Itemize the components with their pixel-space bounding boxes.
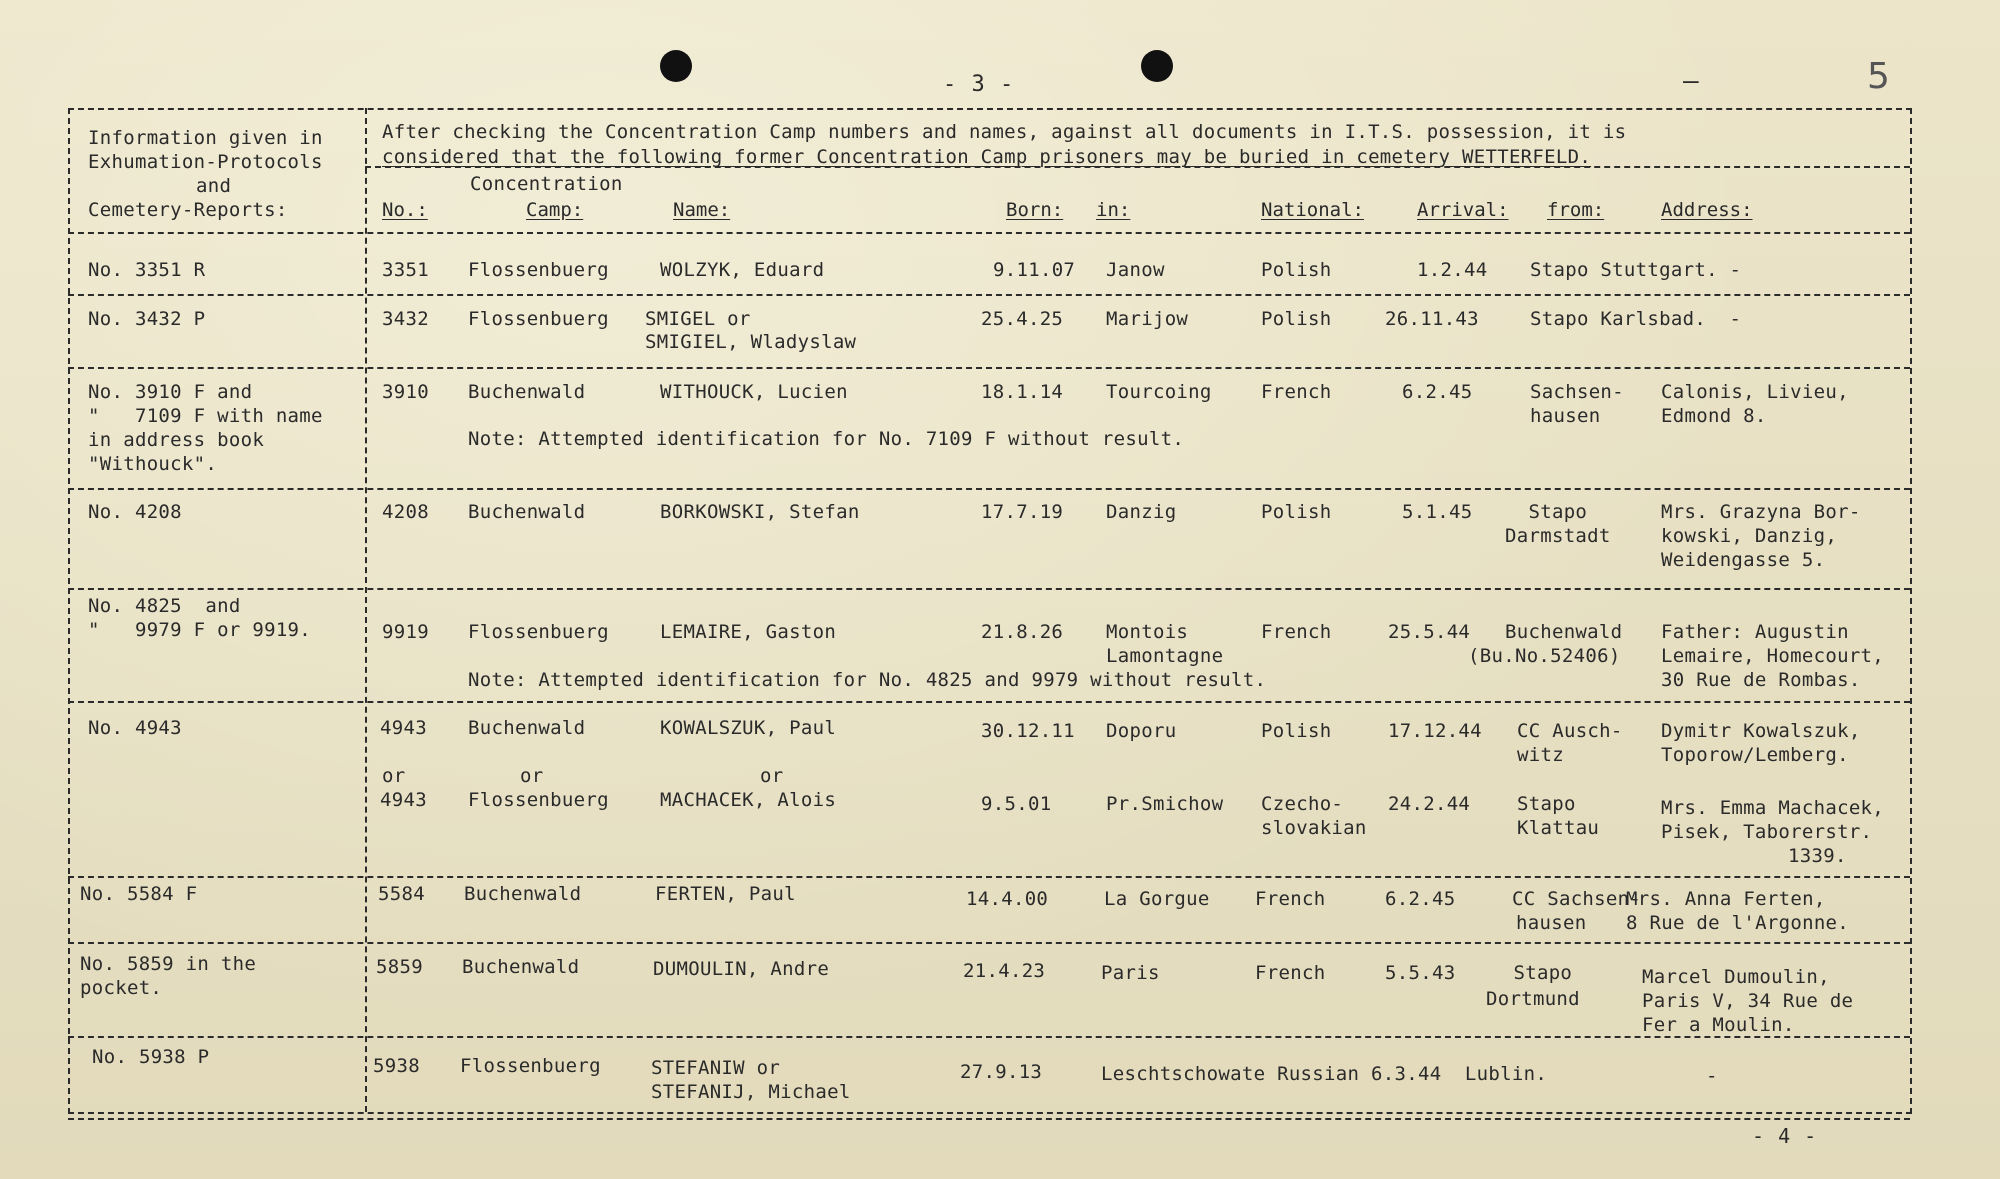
born-cell: 30.12.11: [981, 720, 1075, 742]
national-cell: Polish: [1261, 720, 1332, 742]
in-cell: Paris: [1101, 962, 1160, 984]
note-text: Note: Attempted identification for No. 7109 F without result.: [468, 428, 1185, 450]
arrival-cell: 17.12.44: [1388, 720, 1482, 742]
from-cell: Stapo Stuttgart. -: [1530, 259, 1742, 281]
row-rule: [68, 488, 1910, 490]
column-header-arrival: Arrival:: [1417, 199, 1509, 221]
in-cell: Pr.Smichow: [1106, 793, 1224, 815]
page-number-footer: - 4 -: [1752, 1124, 1818, 1148]
in-cell: Doporu: [1106, 720, 1177, 742]
arrival-cell: 25.5.44: [1388, 621, 1471, 643]
in-cell: La Gorgue: [1104, 888, 1210, 910]
name-cell: BORKOWSKI, Stefan: [660, 501, 860, 523]
arrival-cell: 5.5.43: [1385, 962, 1456, 984]
national-cell: Czecho-: [1261, 793, 1344, 815]
national-cell: French: [1255, 888, 1326, 910]
address-cell: Lemaire, Homecourt,: [1661, 645, 1885, 667]
from-cell: Klattau: [1517, 817, 1600, 839]
info-cell: No. 3432 P: [88, 308, 206, 330]
name-cell: WITHOUCK, Lucien: [660, 381, 848, 403]
info-cell: "Withouck".: [88, 453, 218, 475]
column-header-in: in:: [1096, 199, 1131, 221]
name-cell: MACHACEK, Alois: [660, 789, 837, 811]
column-header-address: Address:: [1661, 199, 1753, 221]
name-cell: WOLZYK, Eduard: [660, 259, 825, 281]
left-heading-line: Information given in: [88, 127, 323, 149]
info-cell: No. 4208: [88, 501, 182, 523]
punch-hole-right-icon: [1141, 50, 1173, 82]
arrival-cell: 6.2.45: [1385, 888, 1456, 910]
address-cell: kowski, Danzig,: [1661, 525, 1838, 547]
name-cell: SMIGIEL, Wladyslaw: [645, 331, 857, 353]
arrival-cell: 5.1.45: [1402, 501, 1473, 523]
info-cell: in address book: [88, 429, 265, 451]
in-cell: Montois: [1106, 621, 1189, 643]
name-cell: STEFANIW or: [651, 1057, 781, 1079]
no-cell: 3351: [382, 259, 429, 281]
address-cell: 30 Rue de Rombas.: [1661, 669, 1861, 691]
address-cell: Calonis, Livieu,: [1661, 381, 1849, 403]
in-line: Leschtschowate Russian 6.3.44 Lublin.: [1101, 1063, 1548, 1085]
from-cell: Darmstadt: [1505, 525, 1611, 547]
row-rule: [68, 588, 1910, 590]
or-text: or: [760, 765, 784, 787]
camp-cell: Buchenwald: [468, 381, 586, 403]
camp-cell: Flossenbuerg: [468, 789, 609, 811]
no-cell: 4943: [380, 789, 427, 811]
address-cell: Toporow/Lemberg.: [1661, 744, 1849, 766]
arrival-cell: 24.2.44: [1388, 793, 1471, 815]
info-cell: No. 4825 and: [88, 595, 241, 617]
national-cell: French: [1255, 962, 1326, 984]
intro-line: After checking the Concentration Camp numbers and names, against all documents in I.T.S. possession, it is: [382, 121, 1627, 143]
national-cell: Polish: [1261, 501, 1332, 523]
address-cell: Dymitr Kowalszuk,: [1661, 720, 1861, 742]
born-cell: 14.4.00: [966, 888, 1049, 910]
info-cell: No. 3910 F and: [88, 381, 253, 403]
column-divider: [365, 108, 367, 1112]
info-cell: pocket.: [80, 977, 163, 999]
row-rule: [68, 1036, 1910, 1038]
info-cell: No. 3351 R: [88, 259, 206, 281]
column-header-born: Born:: [1006, 199, 1064, 221]
row-rule: [68, 367, 1910, 369]
info-cell: No. 4943: [88, 717, 182, 739]
double-bottom-rule: [68, 1118, 1910, 1120]
national-cell: Polish: [1261, 259, 1332, 281]
or-text: or: [520, 765, 544, 787]
from-cell: (Bu.No.52406): [1468, 645, 1621, 667]
born-cell: 18.1.14: [981, 381, 1064, 403]
born-cell: 21.4.23: [963, 960, 1046, 982]
born-cell: 21.8.26: [981, 621, 1064, 643]
column-header-no: No.:: [382, 199, 428, 221]
name-cell: LEMAIRE, Gaston: [660, 621, 837, 643]
header-rule: [68, 232, 1910, 234]
from-cell: witz: [1517, 744, 1564, 766]
from-cell: Stapo: [1490, 962, 1573, 984]
arrival-cell: 26.11.43: [1385, 308, 1479, 330]
address-cell: Marcel Dumoulin,: [1642, 966, 1830, 988]
info-cell: No. 5584 F: [80, 883, 198, 905]
arrival-cell: 1.2.44: [1417, 259, 1488, 281]
from-cell: CC Sachsen-: [1512, 888, 1642, 910]
intro-line: considered that the following former Concentration Camp prisoners may be buried in cemetery WETTERFELD.: [382, 146, 1592, 168]
info-cell: " 9979 F or 9919.: [88, 619, 312, 641]
column-header-name: Name:: [673, 199, 731, 221]
from-cell: Buchenwald: [1505, 621, 1623, 643]
camp-cell: Flossenbuerg: [468, 308, 609, 330]
no-cell: 5859: [376, 956, 423, 978]
no-cell: 5938: [373, 1055, 420, 1077]
no-cell: 4943: [380, 717, 427, 739]
address-cell: Paris V, 34 Rue de: [1642, 990, 1854, 1012]
from-cell: Stapo Karlsbad. -: [1530, 308, 1742, 330]
row-rule: [68, 876, 1910, 878]
column-header-camp-top: Concentration: [470, 173, 623, 195]
from-cell: Stapo: [1505, 501, 1588, 523]
from-cell: Sachsen-: [1530, 381, 1624, 403]
camp-cell: Flossenbuerg: [460, 1055, 601, 1077]
or-text: or: [382, 765, 406, 787]
name-cell: FERTEN, Paul: [655, 883, 796, 905]
address-cell: Mrs. Anna Ferten,: [1626, 888, 1826, 910]
address-cell: Weidengasse 5.: [1661, 549, 1826, 571]
from-cell: Dortmund: [1486, 988, 1580, 1010]
column-header-camp: Camp:: [526, 199, 584, 221]
row-rule: [68, 701, 1910, 703]
corner-dash: –: [1683, 66, 1700, 96]
left-heading-line: Exhumation-Protocols: [88, 151, 323, 173]
in-cell: Janow: [1106, 259, 1165, 281]
info-cell: No. 5938 P: [92, 1046, 210, 1068]
national-cell: Polish: [1261, 308, 1332, 330]
camp-cell: Buchenwald: [464, 883, 582, 905]
page-number-center: - 3 -: [943, 72, 1015, 97]
no-cell: 3910: [382, 381, 429, 403]
address-cell: Fer a Moulin.: [1642, 1014, 1795, 1036]
no-cell: 3432: [382, 308, 429, 330]
in-cell: Tourcoing: [1106, 381, 1212, 403]
camp-cell: Buchenwald: [468, 501, 586, 523]
address-cell: -: [1706, 1065, 1718, 1087]
in-cell: Danzig: [1106, 501, 1177, 523]
address-cell: Mrs. Grazyna Bor-: [1661, 501, 1861, 523]
camp-cell: Flossenbuerg: [468, 621, 609, 643]
column-header-national: National:: [1261, 199, 1364, 221]
column-header-from: from:: [1547, 199, 1605, 221]
info-cell: " 7109 F with name: [88, 405, 323, 427]
info-cell: No. 5859 in the: [80, 953, 257, 975]
born-cell: 25.4.25: [981, 308, 1064, 330]
born-cell: 17.7.19: [981, 501, 1064, 523]
from-cell: hausen: [1530, 405, 1601, 427]
camp-cell: Buchenwald: [462, 956, 580, 978]
from-cell: CC Ausch-: [1517, 720, 1623, 742]
punch-hole-left-icon: [660, 50, 692, 82]
address-cell: 8 Rue de l'Argonne.: [1626, 912, 1850, 934]
from-cell: Stapo: [1517, 793, 1576, 815]
name-cell: DUMOULIN, Andre: [653, 958, 830, 980]
name-cell: STEFANIJ, Michael: [651, 1081, 851, 1103]
address-cell: 1339.: [1788, 845, 1847, 867]
name-cell: KOWALSZUK, Paul: [660, 717, 837, 739]
no-cell: 4208: [382, 501, 429, 523]
row-rule: [68, 942, 1910, 944]
camp-cell: Buchenwald: [468, 717, 586, 739]
address-cell: Edmond 8.: [1661, 405, 1767, 427]
address-cell: Pisek, Taborerstr.: [1661, 821, 1873, 843]
arrival-cell: 6.2.45: [1402, 381, 1473, 403]
national-cell: slovakian: [1261, 817, 1367, 839]
address-cell: Mrs. Emma Machacek,: [1661, 797, 1885, 819]
note-text: Note: Attempted identification for No. 4825 and 9979 without result.: [468, 669, 1267, 691]
in-cell: Marijow: [1106, 308, 1189, 330]
born-cell: 9.5.01: [981, 793, 1052, 815]
no-cell: 5584: [378, 883, 425, 905]
born-cell: 9.11.07: [993, 259, 1076, 281]
national-cell: French: [1261, 381, 1332, 403]
no-cell: 9919: [382, 621, 429, 643]
name-cell: SMIGEL or: [645, 308, 751, 330]
address-cell: Father: Augustin: [1661, 621, 1849, 643]
in-cell: Lamontagne: [1106, 645, 1224, 667]
camp-cell: Flossenbuerg: [468, 259, 609, 281]
national-cell: French: [1261, 621, 1332, 643]
row-rule: [68, 294, 1910, 296]
left-heading-line: and: [196, 175, 232, 197]
left-heading-line: Cemetery-Reports:: [88, 199, 288, 221]
page-number-corner: 5: [1867, 56, 1890, 97]
from-cell: hausen: [1516, 912, 1587, 934]
born-cell: 27.9.13: [960, 1061, 1043, 1083]
